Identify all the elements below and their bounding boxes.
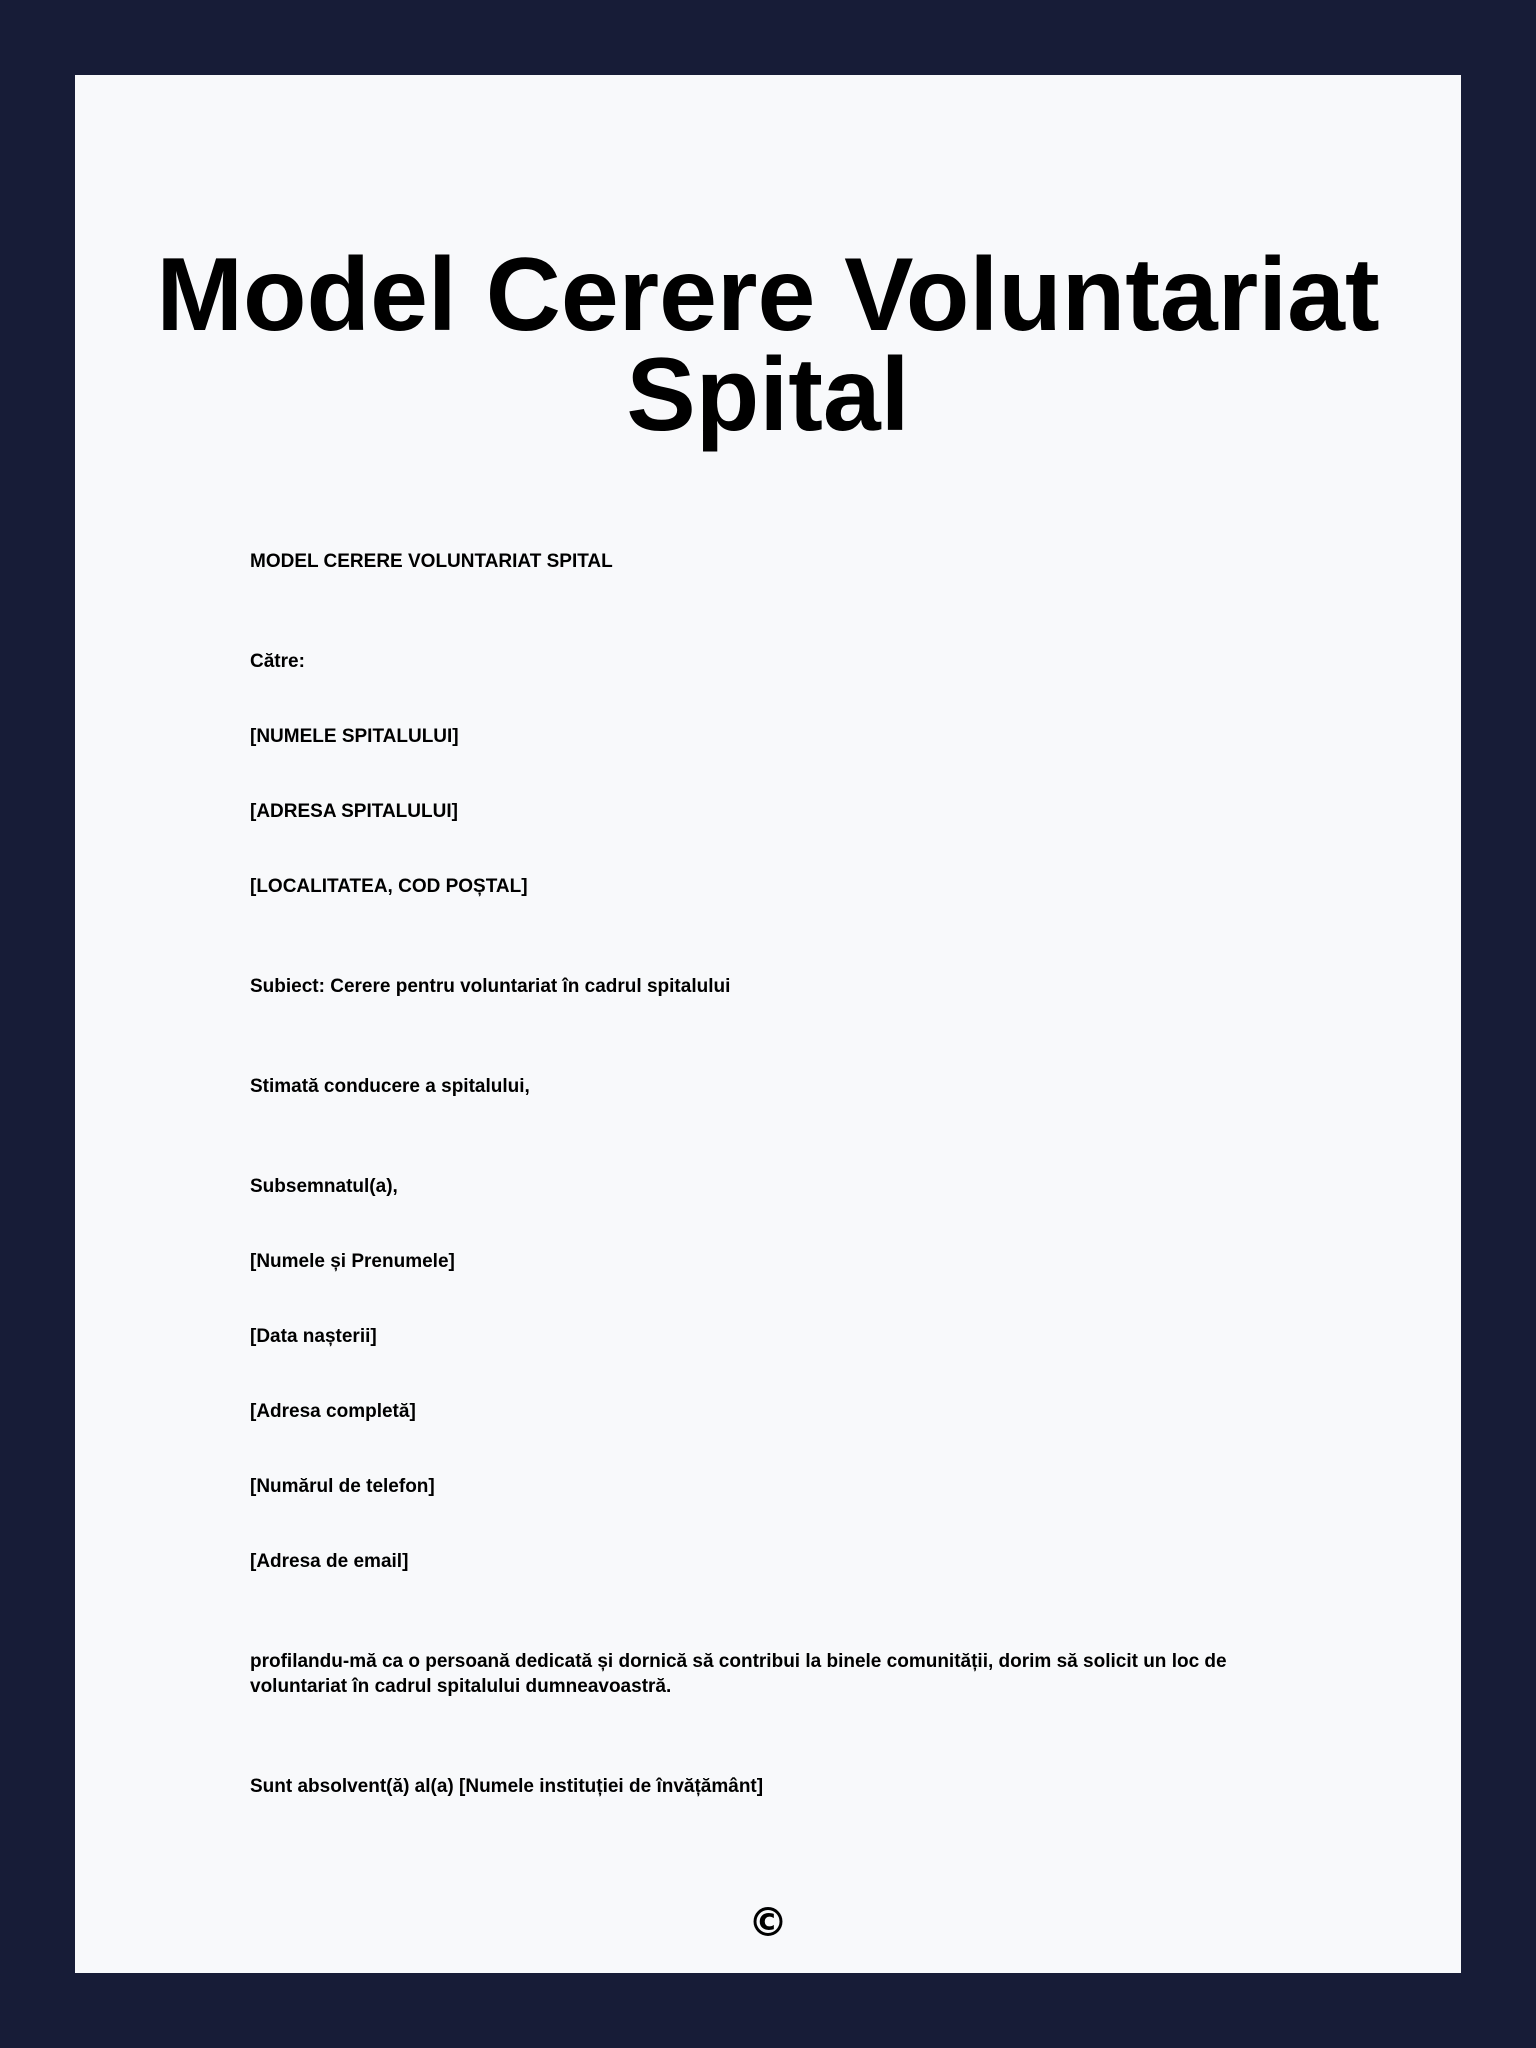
hospital-address-placeholder: [ADRESA SPITALULUI] xyxy=(250,801,458,822)
birthdate-field-placeholder: [Data nașterii] xyxy=(250,1326,377,1347)
hospital-city-placeholder: [LOCALITATEA, COD POȘTAL] xyxy=(250,876,528,897)
undersigned-line: Subsemnatul(a), xyxy=(250,1176,398,1197)
document-heading: MODEL CERERE VOLUNTARIAT SPITAL xyxy=(250,551,613,572)
greeting: Stimată conducere a spitalului, xyxy=(250,1076,530,1097)
recipient-label: Către: xyxy=(250,651,305,672)
subject-line: Subiect: Cerere pentru voluntariat în cadrul spitalului xyxy=(250,976,731,997)
education-paragraph: Sunt absolvent(ă) al(a) [Numele instituției de învățământ] xyxy=(250,1776,764,1797)
body-paragraph: profilandu-mă ca o persoană dedicată și dornică să contribui la binele comunității, dorim să solicit un loc de voluntariat în cadrul spitalului dumneavoastră. xyxy=(250,1651,1232,1697)
copyright-icon: © xyxy=(748,1900,788,1946)
document-page xyxy=(75,75,1461,1973)
phone-field-placeholder: [Numărul de telefon] xyxy=(250,1476,435,1497)
name-field-placeholder: [Numele și Prenumele] xyxy=(250,1251,455,1272)
hospital-name-placeholder: [NUMELE SPITALULUI] xyxy=(250,726,459,747)
email-field-placeholder: [Adresa de email] xyxy=(250,1551,409,1572)
page-title: Model Cerere Voluntariat Spital xyxy=(156,237,1380,453)
address-field-placeholder: [Adresa completă] xyxy=(250,1401,416,1422)
